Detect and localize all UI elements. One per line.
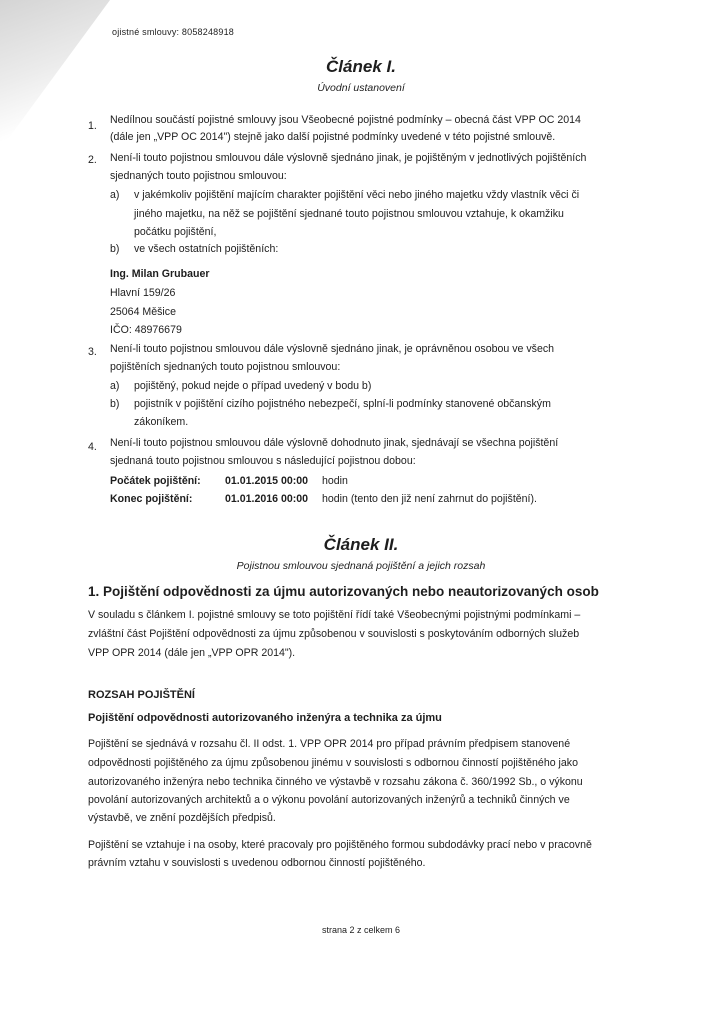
- item-1-number: 1.: [88, 120, 97, 132]
- article-2-subtitle: Pojistnou smlouvou sjednaná pojištění a jejich rozsah: [236, 560, 486, 572]
- item-2a-line-1: v jakémkoliv pojištění majícím charakter pojištění věci nebo jiného majetku vždy vlastník věci či: [134, 189, 580, 201]
- item-3b-letter: b): [110, 398, 120, 410]
- item-2-number: 2.: [88, 154, 97, 166]
- insured-name: Ing. Milan Grubauer: [110, 268, 210, 280]
- policy-number-header: ojistné smlouvy: 8058248918: [112, 27, 234, 37]
- item-3b-line-1: pojistník v pojištění cizího pojistného nebezpečí, splní-li podmínky stanovené občanským: [134, 398, 551, 410]
- period-start-label: Počátek pojištění:: [110, 475, 201, 487]
- para2-line-1: Pojištění se vztahuje i na osoby, které pracovaly pro pojištěného formou subdodávky prací nebo v pracovně: [88, 839, 592, 851]
- article-1-subtitle: Úvodní ustanovení: [317, 82, 405, 94]
- para1-line-4: povolání autorizovaných architektů a o výkonu povolání autorizovaných inženýrů a techniků činných ve: [88, 794, 570, 806]
- item-3-number: 3.: [88, 346, 97, 358]
- section-1-heading: 1. Pojištění odpovědnosti za újmu autorizovaných nebo neautorizovaných osob: [88, 584, 599, 599]
- item-3-line-1: Není-li touto pojistnou smlouvou dále výslovně sjednáno jinak, je oprávněnou osobou ve všech: [110, 343, 555, 355]
- para1-line-3: autorizovaného inženýra nebo technika činného ve výstavbě v rozsahu zákona č. 360/1992 Sb., o výkonu: [88, 776, 583, 788]
- item-2a-letter: a): [110, 189, 120, 201]
- intro-line-2: zvláštní část Pojištění odpovědnosti za újmu způsobenou v souvislosti s poskytováním odborných služeb: [88, 628, 580, 640]
- item-3a-line-1: pojištěný, pokud nejde o případ uvedený v bodu b): [134, 380, 372, 392]
- period-end-value: 01.01.2016 00:00: [225, 493, 309, 505]
- item-4-number: 4.: [88, 441, 97, 453]
- item-2a-line-3: počátku pojištění,: [134, 226, 217, 238]
- item-2-line-1: Není-li touto pojistnou smlouvou dále výslovně sjednáno jinak, je pojištěným v jednotlivých pojištěních: [110, 152, 587, 164]
- item-4-line-2: sjednaná touto pojistnou smlouvou s následující pojistnou dobou:: [110, 455, 416, 467]
- item-2-line-2: sjednaných touto pojistnou smlouvou:: [110, 170, 287, 182]
- para1-line-1: Pojištění se sjednává v rozsahu čl. II odst. 1. VPP OPR 2014 pro případ právním předpisem stanovené: [88, 738, 571, 750]
- insured-street: Hlavní 159/26: [110, 287, 176, 299]
- scope-heading: ROZSAH POJIŠTĚNÍ: [88, 689, 195, 701]
- period-start-value: 01.01.2015 00:00: [225, 475, 309, 487]
- period-end-label: Konec pojištění:: [110, 493, 193, 505]
- insured-ico: IČO: 48976679: [110, 324, 182, 336]
- item-1-line-2: (dále jen „VPP OC 2014") stejně jako další pojistné podmínky uvedené v této pojistné smlouvě.: [110, 131, 556, 143]
- item-3-line-2: pojištěních sjednaných touto pojistnou smlouvou:: [110, 361, 341, 373]
- para2-line-2: právním vztahu v souvislosti s uvedenou odbornou činností pojištěného.: [88, 857, 426, 869]
- period-start-unit: hodin: [322, 475, 348, 487]
- item-2b-letter: b): [110, 243, 120, 255]
- item-1-line-1: Nedílnou součástí pojistné smlouvy jsou Všeobecné pojistné podmínky – obecná část VPP OC 2014: [110, 114, 581, 126]
- para1-line-2: odpovědnosti pojištěného za újmu způsobenou jinému v souvislosti s odbornou činností pojištěného jako: [88, 757, 578, 769]
- page-footer: strana 2 z celkem 6: [321, 925, 401, 935]
- item-2b-line-1: ve všech ostatních pojištěních:: [134, 243, 279, 255]
- article-1-title: Článek I.: [326, 57, 396, 76]
- para1-line-5: výstavbě, ve znění pozdějších předpisů.: [88, 812, 276, 824]
- item-3a-letter: a): [110, 380, 120, 392]
- scope-subheading: Pojištění odpovědnosti autorizovaného inženýra a technika za újmu: [88, 712, 442, 724]
- intro-line-3: VPP OPR 2014 (dále jen „VPP OPR 2014").: [88, 647, 296, 659]
- intro-line-1: V souladu s článkem I. pojistné smlouvy se toto pojištění řídí také Všeobecnými pojistnými podmínkami –: [88, 609, 581, 621]
- period-end-unit: hodin (tento den již není zahrnut do pojištění).: [322, 493, 537, 505]
- insured-city: 25064 Měšice: [110, 306, 176, 318]
- article-2-title: Článek II.: [323, 535, 399, 554]
- item-3b-line-2: zákoníkem.: [134, 416, 189, 428]
- item-2a-line-2: jiného majetku, na něž se pojištění sjednané touto pojistnou smlouvou vztahuje, k okamžiku: [134, 208, 564, 220]
- item-4-line-1: Není-li touto pojistnou smlouvou dále výslovně dohodnuto jinak, sjednávají se všechna pojištění: [110, 437, 559, 449]
